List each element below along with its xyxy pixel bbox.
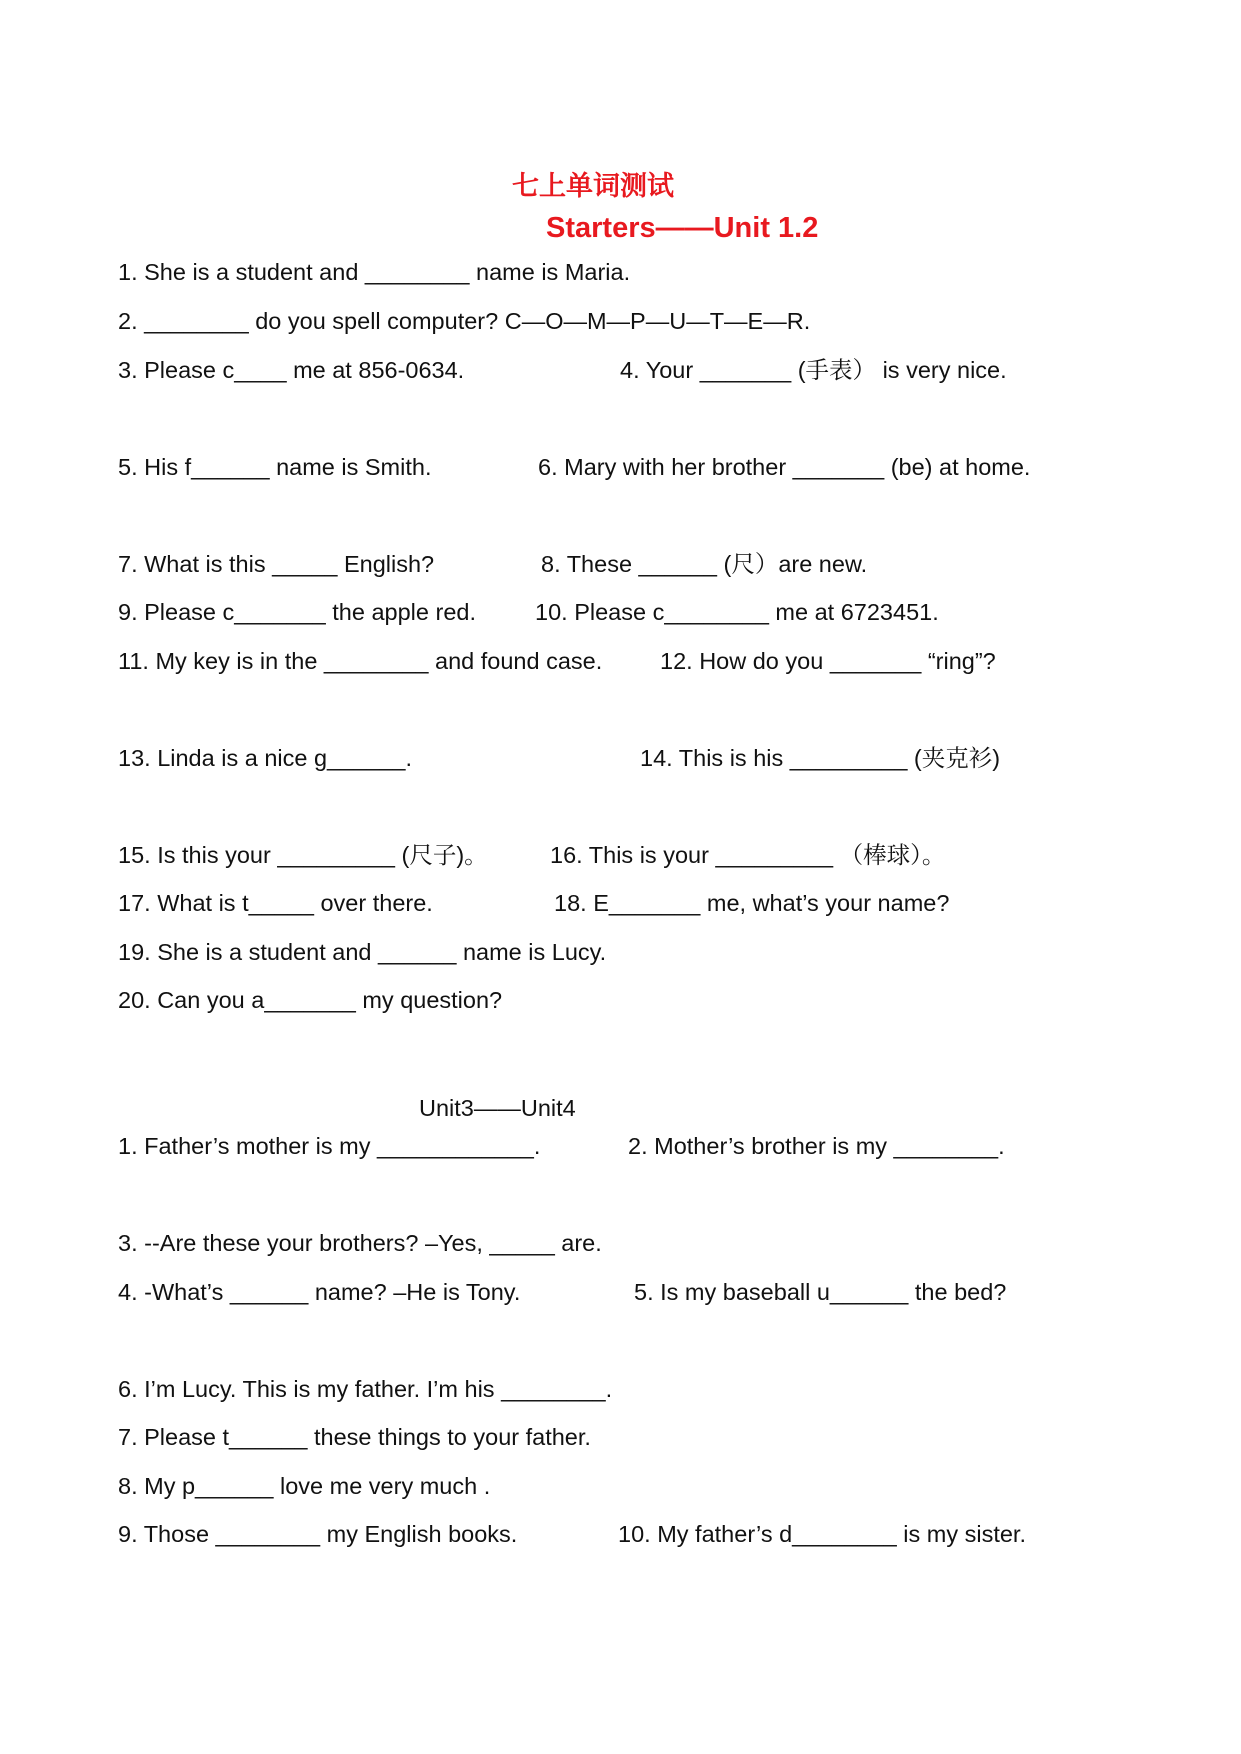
question-2-4: 4. -What’s ______ name? –He is Tony. xyxy=(118,1279,521,1305)
question-2-10: 10. My father’s d________ is my sister. xyxy=(618,1521,1026,1547)
question-2-9: 9. Those ________ my English books. xyxy=(118,1521,518,1547)
question-1-16: 16. This is your _________ （棒球）。 xyxy=(550,842,946,868)
question-2-6: 6. I’m Lucy. This is my father. I’m his ________. xyxy=(118,1376,613,1402)
question-1-10: 10. Please c________ me at 6723451. xyxy=(535,599,939,625)
question-1-18: 18. E_______ me, what’s your name? xyxy=(554,890,950,916)
question-1-7: 7. What is this _____ English? xyxy=(118,551,435,577)
section-heading: Unit3——Unit4 xyxy=(419,1095,576,1121)
question-1-3: 3. Please c____ me at 856-0634. xyxy=(118,357,465,383)
question-1-19: 19. She is a student and ______ name is Lucy. xyxy=(118,939,607,965)
question-2-2: 2. Mother’s brother is my ________. xyxy=(628,1133,1005,1159)
question-2-5: 5. Is my baseball u______ the bed? xyxy=(634,1279,1007,1305)
question-1-9: 9. Please c_______ the apple red. xyxy=(118,599,476,625)
worksheet-title: 七上单词测试 xyxy=(512,171,674,202)
question-2-1: 1. Father’s mother is my ____________. xyxy=(118,1133,541,1159)
question-1-5: 5. His f______ name is Smith. xyxy=(118,454,432,480)
question-1-12: 12. How do you _______ “ring”? xyxy=(660,648,996,674)
question-1-15: 15. Is this your _________ (尺子)。 xyxy=(118,842,488,868)
question-2-7: 7. Please t______ these things to your father. xyxy=(118,1424,591,1450)
question-1-11: 11. My key is in the ________ and found case. xyxy=(118,648,603,674)
worksheet-subtitle: Starters——Unit 1.2 xyxy=(546,212,819,244)
question-2-3: 3. --Are these your brothers? –Yes, _____ are. xyxy=(118,1230,602,1256)
question-2-8: 8. My p______ love me very much . xyxy=(118,1473,491,1499)
question-1-1: 1. She is a student and ________ name is Maria. xyxy=(118,259,631,285)
question-1-4: 4. Your _______ (手表） is very nice. xyxy=(620,357,1007,383)
question-1-6: 6. Mary with her brother _______ (be) at home. xyxy=(538,454,1031,480)
question-1-14: 14. This is his _________ (夹克衫) xyxy=(640,745,1001,771)
question-1-8: 8. These ______ (尺）are new. xyxy=(541,551,868,577)
question-1-17: 17. What is t_____ over there. xyxy=(118,890,433,916)
question-1-13: 13. Linda is a nice g______. xyxy=(118,745,412,771)
question-1-2: 2. ________ do you spell computer? C—O—M—P—U—T—E—R. xyxy=(118,308,811,334)
question-1-20: 20. Can you a_______ my question? xyxy=(118,987,503,1013)
